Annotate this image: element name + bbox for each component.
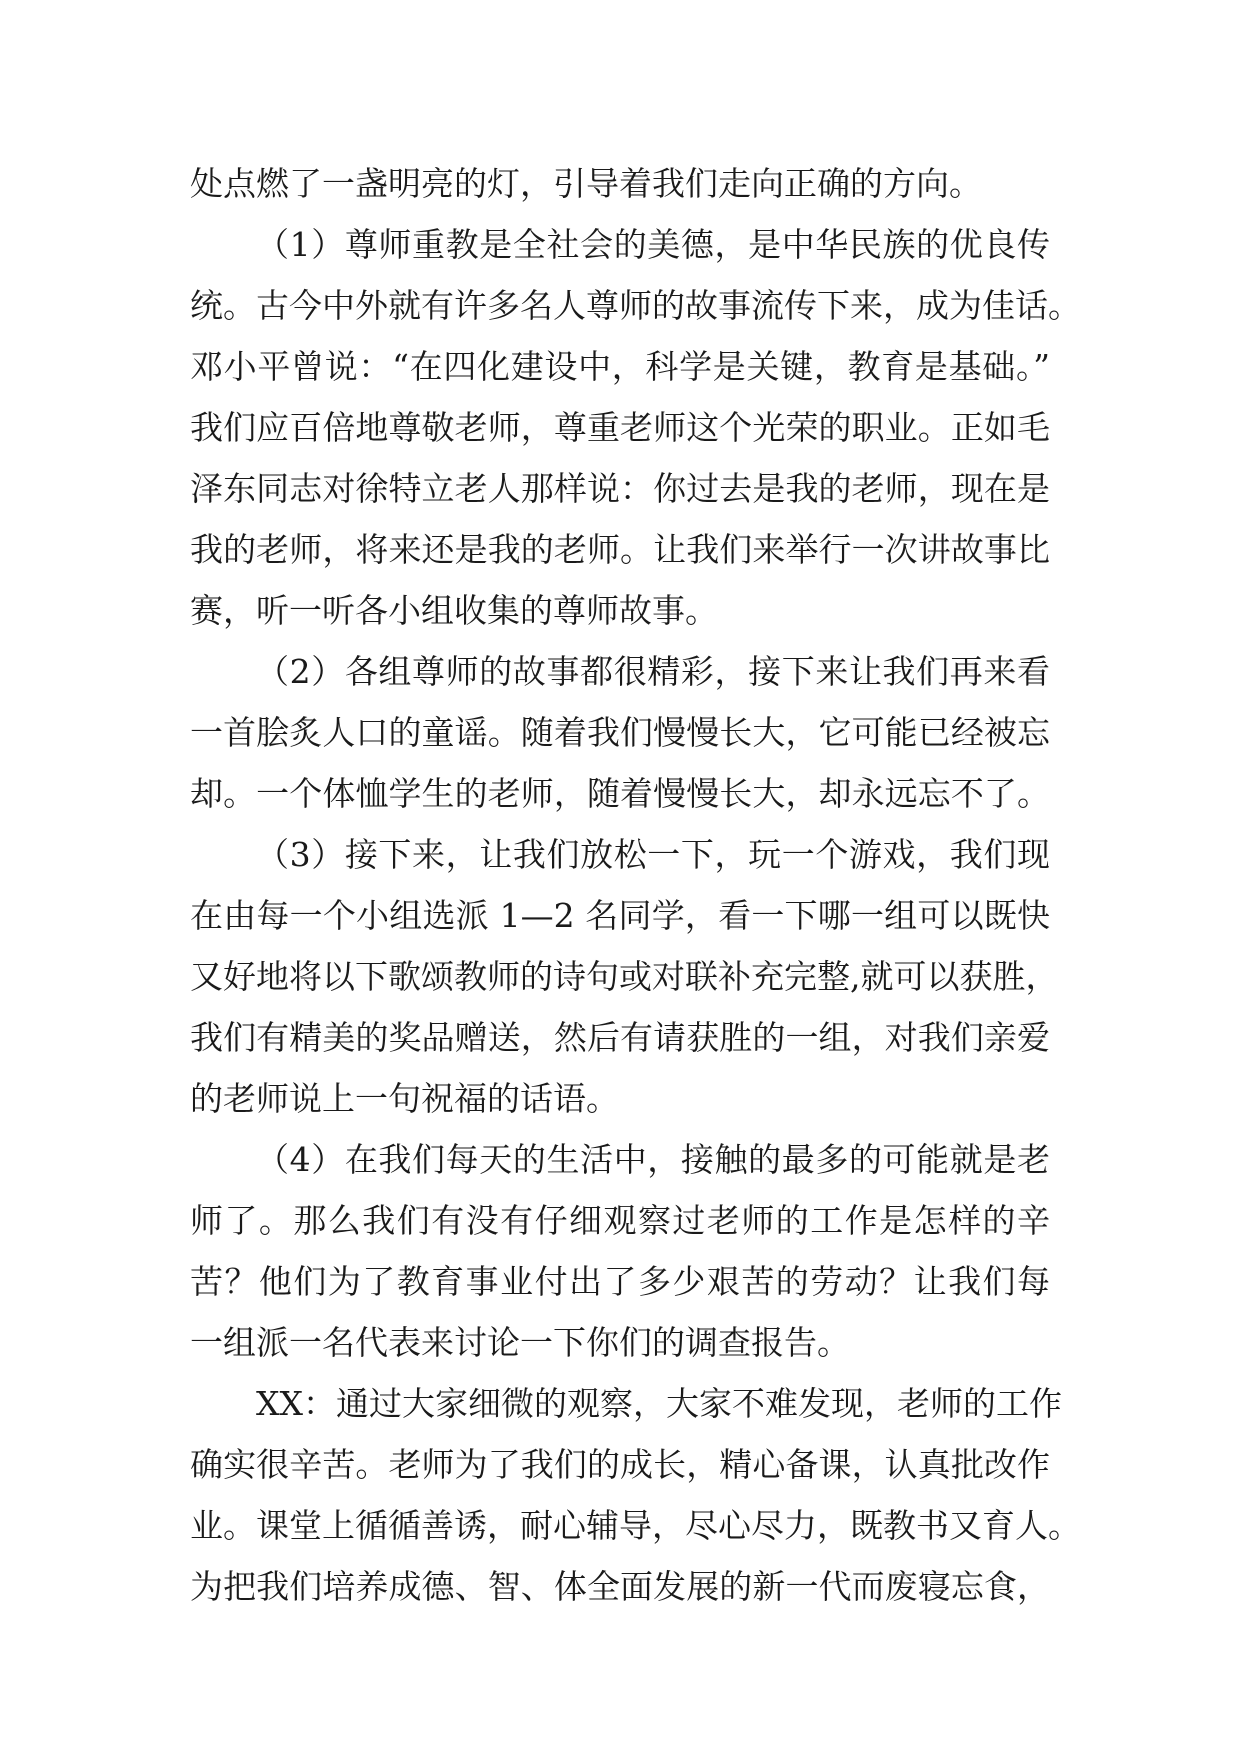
text-line: 赛，听一听各小组收集的尊师故事。	[190, 591, 718, 630]
text-line: 师了。那么我们有没有仔细观察过老师的工作是怎样的辛	[190, 1201, 1050, 1240]
text-line: 我们应百倍地尊敬老师，尊重老师这个光荣的职业。正如毛	[190, 408, 1050, 447]
text-line: 为把我们培养成德、智、体全面发展的新一代而废寝忘食，	[190, 1567, 1050, 1606]
text-line: 一组派一名代表来讨论一下你们的调查报告。	[190, 1323, 850, 1362]
text-line: 确实很辛苦。老师为了我们的成长，精心备课，认真批改作	[190, 1445, 1050, 1484]
text-line: （2）各组尊师的故事都很精彩，接下来让我们再来看	[256, 652, 1050, 691]
text-line: （3）接下来，让我们放松一下，玩一个游戏，我们现	[256, 835, 1050, 874]
text-line: 苦？他们为了教育事业付出了多少艰苦的劳动？让我们每	[190, 1262, 1050, 1301]
text-line: 我们有精美的奖品赠送，然后有请获胜的一组，对我们亲爱	[190, 1018, 1050, 1057]
text-line: 我的老师，将来还是我的老师。让我们来举行一次讲故事比	[190, 530, 1050, 569]
text-line: 一首脍炙人口的童谣。随着我们慢慢长大，它可能已经被忘	[190, 713, 1050, 752]
text-line: 邓小平曾说：“在四化建设中，科学是关键，教育是基础。”	[190, 347, 1050, 386]
text-line: 的老师说上一句祝福的话语。	[190, 1079, 619, 1118]
text-line: 统。古今中外就有许多名人尊师的故事流传下来，成为佳话。	[190, 286, 1081, 325]
text-line: （1）尊师重教是全社会的美德，是中华民族的优良传	[256, 225, 1050, 264]
text-line: 在由每一个小组选派 1—2 名同学，看一下哪一组可以既快	[190, 896, 1050, 935]
text-line: 却。一个体恤学生的老师，随着慢慢长大，却永远忘不了。	[190, 774, 1050, 813]
text-line: （4）在我们每天的生活中，接触的最多的可能就是老	[256, 1140, 1050, 1179]
text-line: 又好地将以下歌颂教师的诗句或对联补充完整,就可以获胜，	[190, 957, 1059, 996]
text-line: 泽东同志对徐特立老人那样说：你过去是我的老师，现在是	[190, 469, 1050, 508]
text-line: XX：通过大家细微的观察，大家不难发现，老师的工作	[256, 1384, 1062, 1423]
text-line: 业。课堂上循循善诱，耐心辅导，尽心尽力，既教书又育人。	[190, 1506, 1081, 1545]
text-line: 处点燃了一盏明亮的灯，引导着我们走向正确的方向。	[190, 164, 982, 203]
